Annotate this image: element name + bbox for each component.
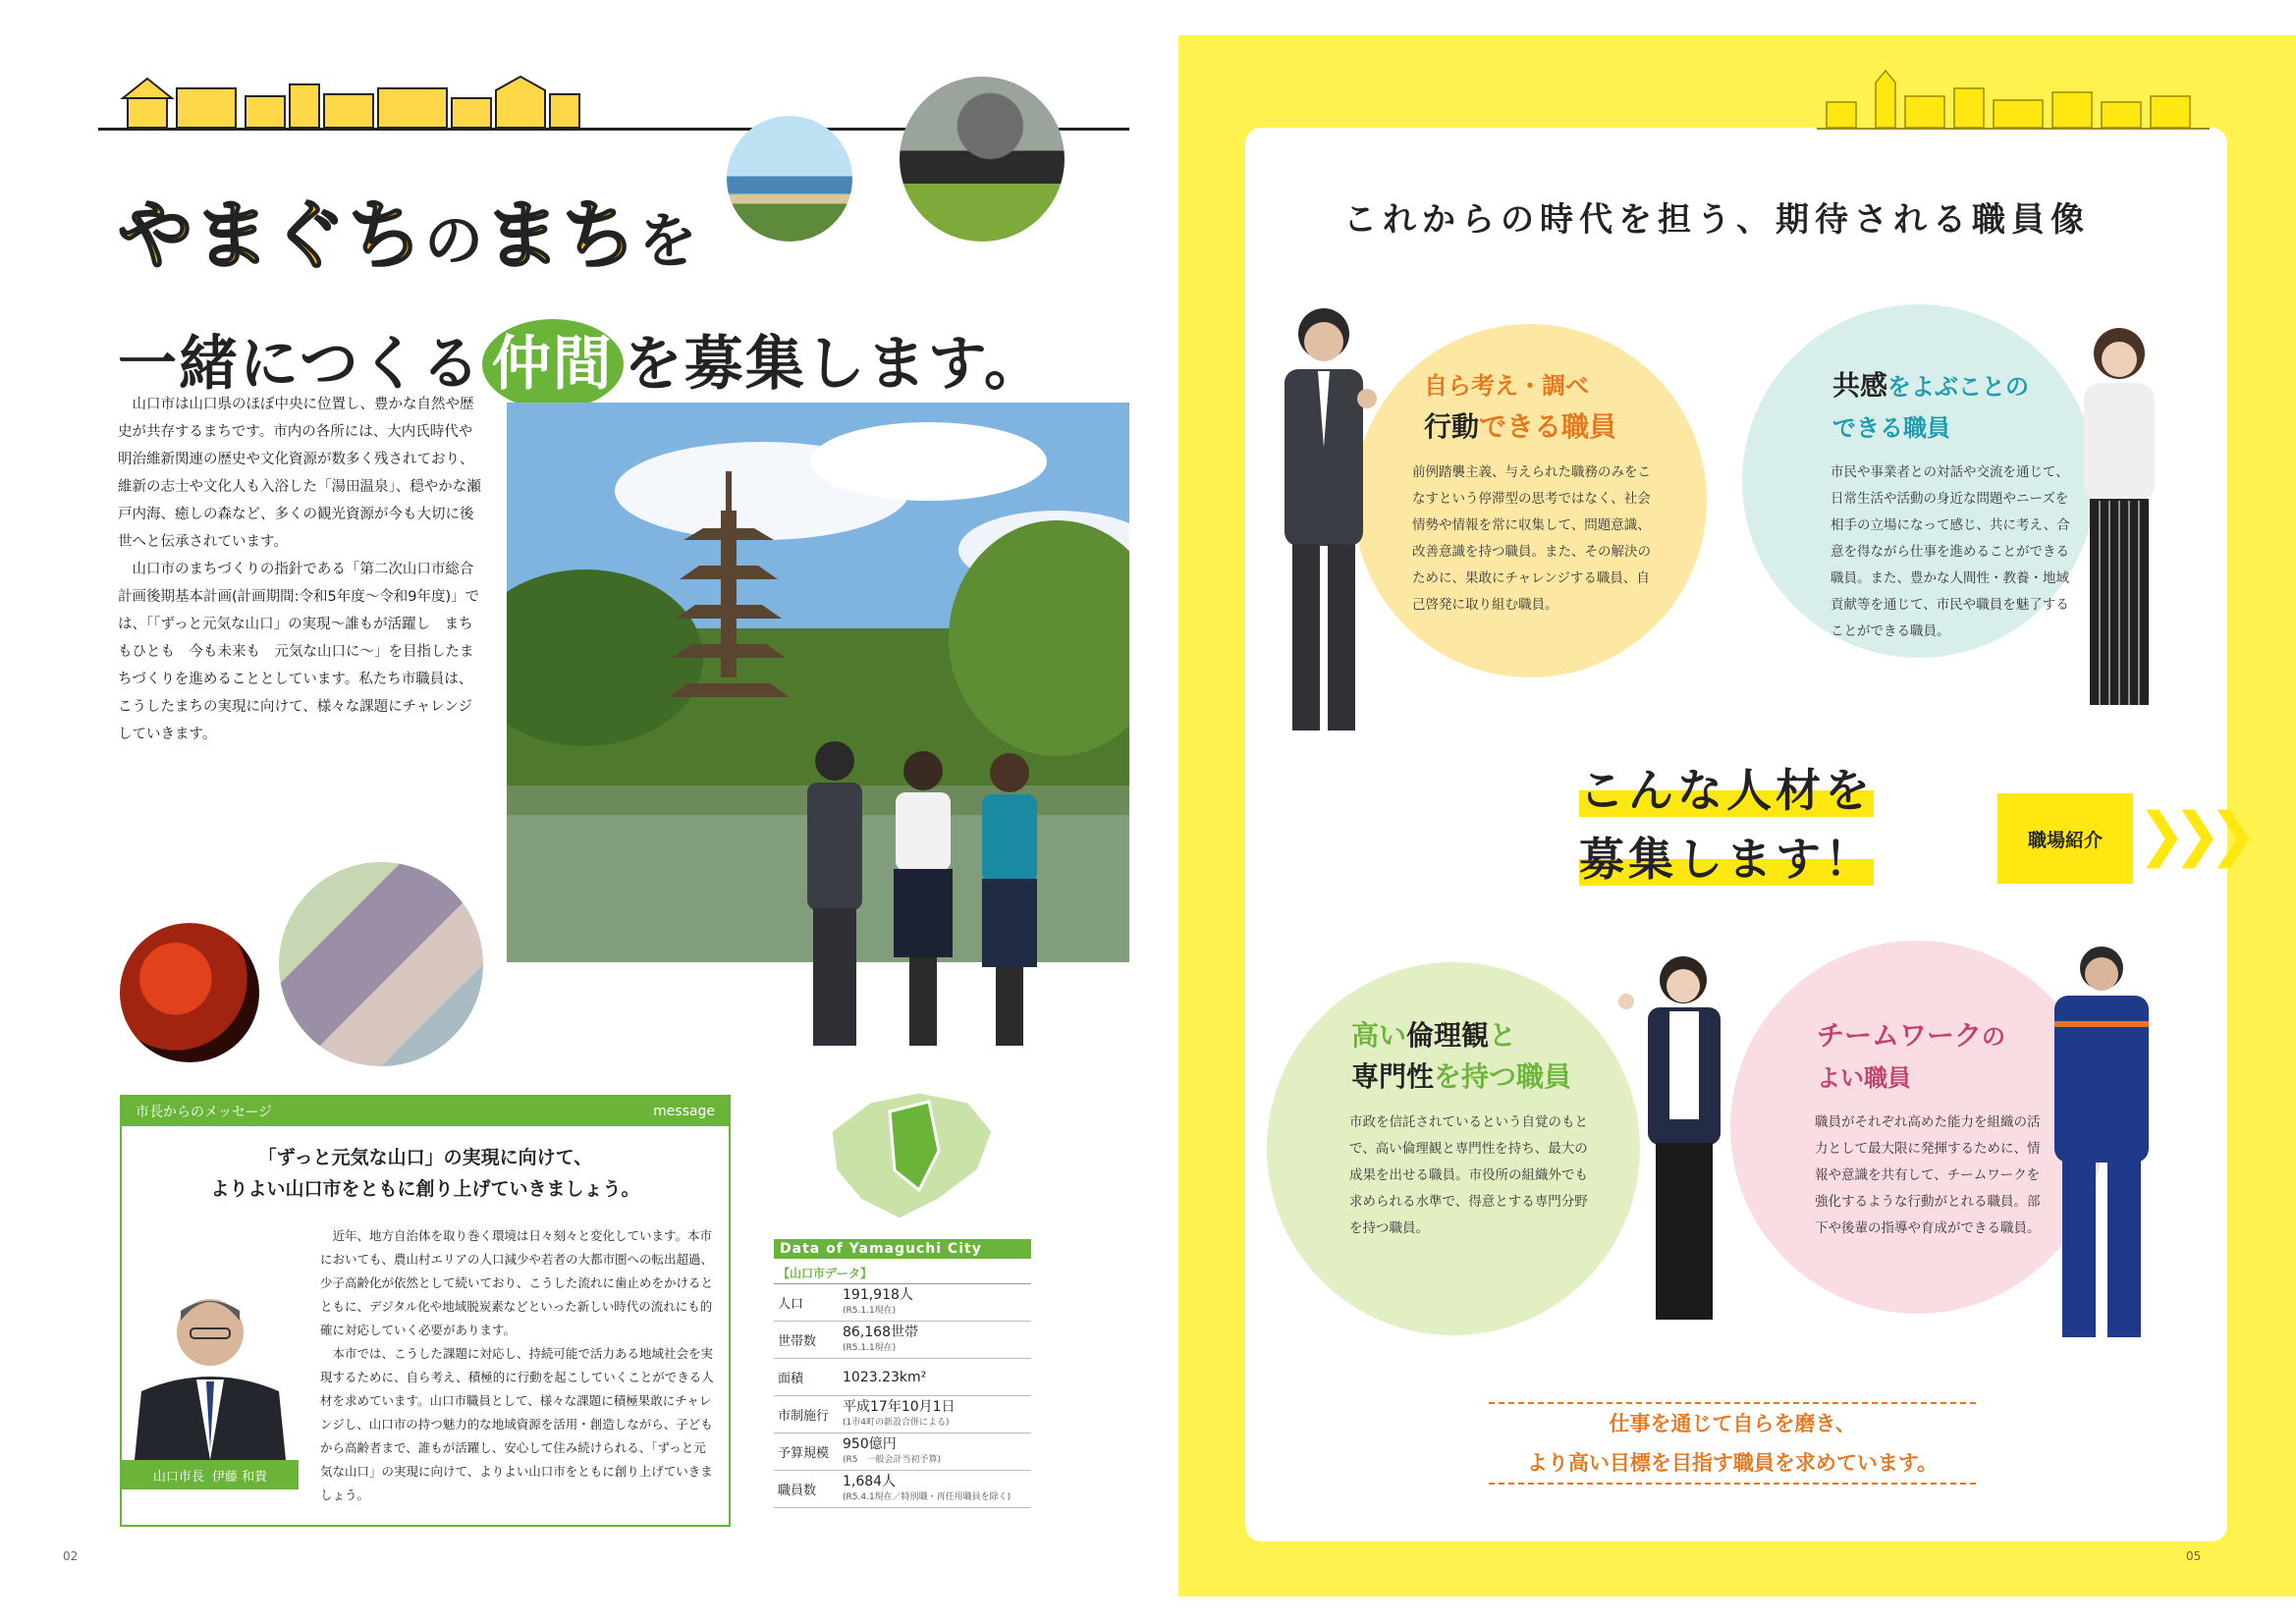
main-headline (118, 187, 1046, 413)
message-paragraph: 近年、地方自治体を取り巻く環境は日々刻々と変化しています。本市においても、農山村エリアの人口減少や若者の大都市圏への転出超過、少子高齢化が依然として続いており、こうした流れに歯止めをかけるとともに、デジタル化や地域脱炭素などといった新しい時代の流れにも的確に対応していく必要があります。 (320, 1228, 714, 1337)
recruit-heading (1550, 756, 1903, 893)
trait-title-rest: をよぶことの (1887, 373, 2030, 401)
trait-title-prefix: 高い (1351, 1019, 1407, 1052)
data-value-main: 平成17年10月1日 (843, 1398, 956, 1415)
data-value (843, 1474, 1011, 1505)
closing-line2: より高い目標を目指す職員を求めています。 (1526, 1451, 1939, 1475)
trait-title-empathy (1832, 365, 2029, 449)
data-value (843, 1436, 941, 1468)
mayor-portrait (122, 1264, 299, 1489)
trait-title-line2 (1424, 406, 1616, 448)
data-value-main: 191,918人 (843, 1286, 913, 1303)
headline-wo: を (638, 207, 699, 276)
data-note: (R5 一般会計当初予算) (843, 1454, 942, 1465)
trait-title-line1 (1351, 1015, 1571, 1056)
staff-group-photo (786, 731, 1061, 1065)
data-key: 面積 (778, 1372, 804, 1386)
data-row (774, 1434, 1031, 1471)
headline-yamaguchi: やまぐち (118, 191, 424, 279)
trait-title-rest: の (1982, 1023, 2006, 1051)
message-title (122, 1142, 729, 1205)
trait-text-empathy: 市民や事業者との対話や交流を通じて、日常生活や活動の身近な問題やニーズを相手の立場になって感じ、共に考え、合意を得ながら仕事を進めることができる職員。また、豊かな人間性・教養・地域貢献等を通じて、市民や職員を魅了することができる職員。 (1831, 464, 2070, 639)
message-header (122, 1097, 729, 1126)
right-page-title: これからの時代を担う、期待される職員像 (1343, 200, 2090, 240)
data-row (774, 1359, 1031, 1396)
message-body (320, 1224, 717, 1507)
workplace-intro-button[interactable]: 職場紹介 (1997, 793, 2133, 884)
trait-title-line1 (1832, 365, 2029, 407)
headline-issho: 一緒につくる (118, 330, 482, 399)
data-note: (R5.1.1現在) (843, 1305, 897, 1316)
trait-title-teamwork (1817, 1015, 2005, 1099)
data-key: 人口 (778, 1297, 804, 1312)
data-subheading: 【山口市データ】 (774, 1259, 1031, 1284)
data-note: (R5.1.1現在) (843, 1342, 897, 1353)
trait-title-emphasis: 倫理観 (1406, 1019, 1490, 1052)
trait-title-line1: 自ら考え・調べ (1424, 372, 1589, 400)
trait-title-line2: できる職員 (1832, 414, 1950, 442)
data-value (843, 1287, 913, 1319)
data-value (843, 1370, 926, 1385)
staff-man-suit-photo (1263, 300, 1391, 752)
data-key: 予算規模 (778, 1446, 830, 1461)
recruit-line1: こんな人材を (1579, 764, 1874, 817)
data-value-main: 1023.23km² (843, 1369, 927, 1385)
data-heading: Data of Yamaguchi City (774, 1239, 1031, 1259)
message-title-line1: 「ずっと元気な山口」の実現に向けて、 (257, 1147, 593, 1168)
data-row (774, 1471, 1031, 1508)
intro-paragraph: 山口市のまちづくりの指針である「第二次山口市総合計画後期基本計画(計画期間:令和5年度〜令和9年度)」では、「「ずっと元気な山口」の実現〜誰もが活躍し まちもひとも 今も未来も 元気な山口に〜」を目指したまちづくりを進めることとしています。私たち市職員は、こうしたまちの実現に向けて、様々な課題にチャレンジしていきます。 (118, 562, 480, 742)
staff-firefighter-photo (2033, 939, 2170, 1361)
closing-message (1489, 1402, 1976, 1485)
headline-boshu: を募集します。 (623, 330, 1046, 399)
trait-title-ethics (1351, 1015, 1571, 1098)
trait-title-emphasis: 行動 (1424, 410, 1480, 443)
message-paragraph: 本市では、こうした課題に対応し、持続可能で活力ある地域社会を実現するために、自ら考え、積極的に行動を起こしていくことができる人材を求めています。山口市職員として、様々な課題に積極果敢にチャレンジし、山口市の持つ魅力的な地域資源を活用・創造しながら、子どもから高齢者まで、誰もが活躍し、安心して住み続けられる、「ずっと元気な山口」の実現に向けて、よりよい山口市をともに創り上げていきましょう。 (320, 1346, 714, 1502)
message-label-en: message (653, 1104, 715, 1119)
staff-woman-cardigan-photo (1605, 950, 1742, 1353)
trait-text-self-directed: 前例踏襲主義、与えられた職務のみをこなすという停滞型の思考ではなく、社会情勢や情報を常に収集して、問題意識、改善意識を持つ職員。また、その解決のために、果敢にチャレンジする職員、自己啓発に取り組む職員。 (1412, 464, 1651, 613)
trait-title-rest: を持つ職員 (1434, 1060, 1572, 1093)
trait-title-emphasis: 共感 (1832, 369, 1888, 402)
message-label: 市長からのメッセージ (136, 1105, 273, 1120)
staff-woman-stripe-photo (2060, 324, 2178, 727)
trait-title-line2 (1351, 1056, 1571, 1098)
data-key: 市制施行 (778, 1409, 830, 1424)
message-title-line2: よりよい山口市をともに創り上げていきましょう。 (210, 1178, 640, 1200)
headline-machi: まち (485, 191, 638, 279)
trait-title-line1 (1817, 1015, 2005, 1057)
page-number-right: 05 (2186, 1549, 2202, 1563)
mayor-photo (122, 1264, 299, 1489)
mayor-title: 山口市長 (152, 1469, 204, 1485)
data-value-main: 950億円 (843, 1435, 897, 1452)
mayor-name: 伊藤 和貴 (211, 1469, 268, 1485)
headline-no: の (424, 207, 485, 276)
mayor-caption (122, 1460, 299, 1489)
page-number-left: 02 (63, 1549, 79, 1563)
headline-nakama: 仲間 (482, 319, 624, 409)
data-value (843, 1399, 956, 1431)
data-row (774, 1396, 1031, 1434)
data-row (774, 1284, 1031, 1322)
yamaguchi-map-icon (811, 1072, 1008, 1229)
closing-line1: 仕事を通じて自らを磨き、 (1609, 1412, 1856, 1435)
intro-paragraph: 山口市は山口県のほぼ中央に位置し、豊かな自然や歴史が共存するまちです。市内の各所には、大内氏時代や明治維新関連の歴史や文化資源が数多く残されており、維新の志士や文化人も入浴した「湯田温泉」、穏やかな瀬戸内海、癒しの森など、多くの観光資源が今も大切に後世へと伝承されています。 (118, 397, 481, 550)
intro-text (118, 391, 481, 748)
trait-title-emphasis: 専門性 (1351, 1060, 1435, 1093)
chevron-right-icon: ❯❯❯ (2137, 800, 2244, 869)
data-row (774, 1322, 1031, 1359)
skyline-illustration-right (1817, 63, 2210, 132)
hot-spring-footbath-photo (279, 862, 483, 1066)
data-value (843, 1325, 918, 1356)
trait-text-teamwork: 職員がそれぞれ高めた能力を組織の活力として最大限に発揮するために、情報や意識を共有して、チームワークを強化するような行動がとれる職員。部下や後輩の指導や育成ができる職員。 (1815, 1114, 2041, 1236)
city-data-table (774, 1239, 1031, 1508)
data-note: (R5.4.1現在／特別職・再任用職員を除く) (843, 1491, 1011, 1502)
trait-title-self-directed (1424, 365, 1616, 448)
trait-text-ethics: 市政を信託されているという自覚のもとで、高い倫理観と専門性を持ち、最大の成果を出せる職員。市役所の組織外でも求められる水準で、得意とする専門分野を持つ職員。 (1349, 1114, 1588, 1236)
trait-title-emphasis: チームワーク (1817, 1019, 1983, 1052)
data-note: (1市4町の新設合併による) (843, 1417, 950, 1428)
autumn-leaves-photo (120, 923, 259, 1062)
trait-title-connector: と (1489, 1019, 1517, 1052)
data-key: 職員数 (778, 1484, 817, 1498)
data-value-main: 1,684人 (843, 1473, 897, 1489)
data-key: 世帯数 (778, 1334, 817, 1349)
dashed-divider-bottom (1489, 1483, 1976, 1485)
trait-title-line2: よい職員 (1817, 1064, 1911, 1092)
data-value-main: 86,168世帯 (843, 1324, 918, 1340)
trait-title-rest: できる職員 (1479, 410, 1617, 443)
mayor-message-box (120, 1095, 731, 1527)
recruit-line2: 募集します！ (1579, 833, 1874, 886)
